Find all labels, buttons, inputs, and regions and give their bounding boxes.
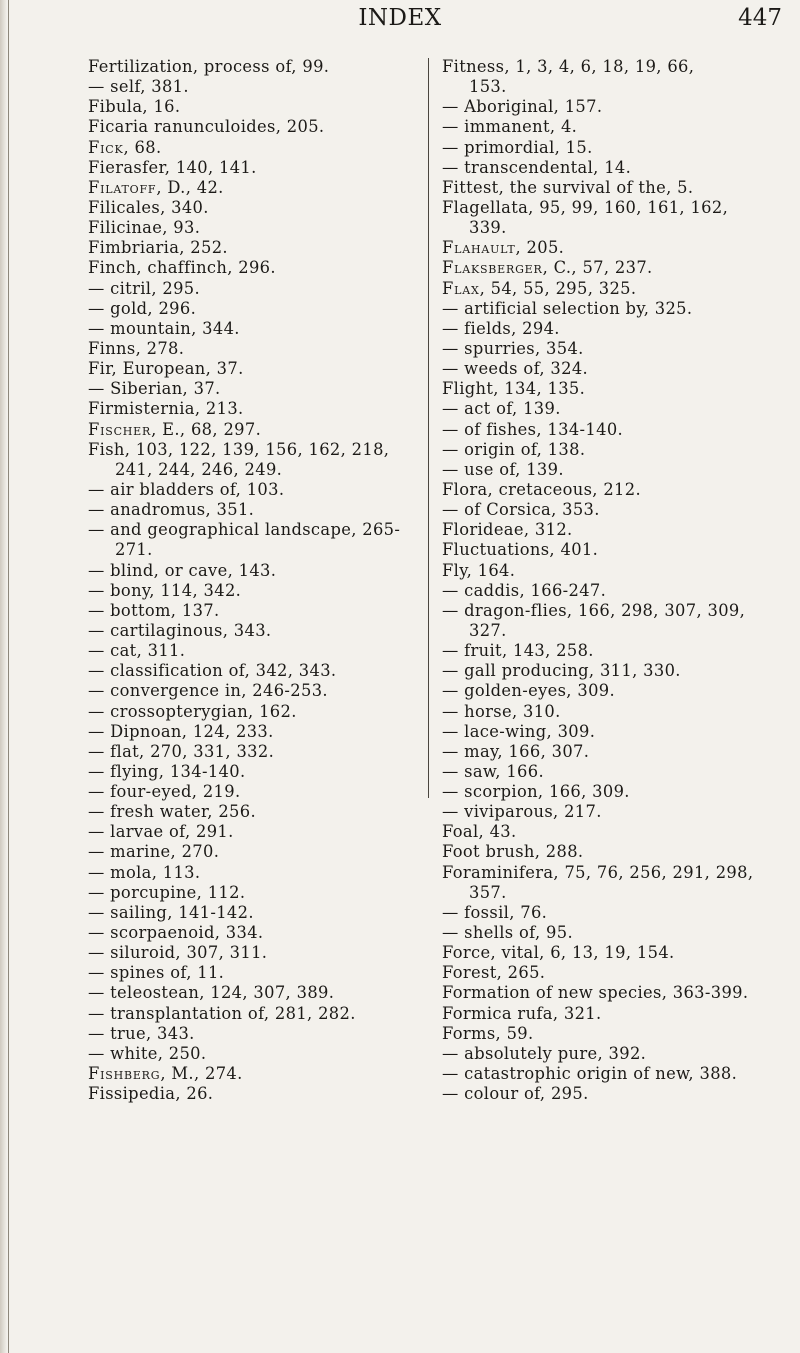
index-entry: — transcendental, 14. (442, 157, 632, 177)
index-entry: — saw, 166. (442, 761, 544, 781)
index-entry: — flat, 270, 331, 332. (88, 741, 275, 761)
index-entry: — mola, 113. (88, 862, 201, 882)
index-entry: Fibula, 16. (88, 97, 181, 117)
index-entry-author: Fick (88, 137, 124, 157)
index-entry: — lace-wing, 309. (442, 721, 596, 741)
index-entry: Foal, 43. (442, 822, 517, 842)
index-entry: — immanent, 4. (442, 117, 578, 137)
index-entry: — gall producing, 311, 330. (442, 661, 681, 681)
index-entry (88, 420, 418, 440)
index-entry: — origin of, 138. (442, 439, 586, 459)
index-entry: — flying, 134-140. (88, 761, 246, 781)
index-entry: Forest, 265. (442, 963, 546, 983)
index-entry-pages: , C., 57, 237. (542, 258, 653, 278)
index-entry: — Siberian, 37. (88, 379, 221, 399)
index-entry: Finns, 278. (88, 338, 185, 358)
index-entry: — crossopterygian, 162. (88, 701, 297, 721)
index-entry: — fields, 294. (442, 318, 560, 338)
index-entry: — true, 343. (88, 1023, 195, 1043)
index-entry (88, 138, 418, 158)
index-column-right (442, 57, 782, 1104)
index-entry: — bony, 114, 342. (88, 580, 242, 600)
index-entry: Fittest, the survival of the, 5. (442, 177, 694, 197)
column-divider (428, 58, 429, 798)
page-gutter-shadow (0, 0, 7, 1353)
index-entry: — porcupine, 112. (88, 882, 246, 902)
index-entry: — dragon-flies, 166, 298, 307, 309, (442, 600, 746, 620)
index-entry: — absolutely pure, 392. (442, 1043, 647, 1063)
index-entry: Foraminifera, 75, 76, 256, 291, 298, (442, 862, 754, 882)
index-entry: — gold, 296. (88, 298, 197, 318)
index-entry: — caddis, 166-247. (442, 580, 607, 600)
index-entry-author: Fishberg (88, 1064, 161, 1084)
index-entry: — spurries, 354. (442, 338, 584, 358)
index-entry: — transplantation of, 281, 282. (88, 1003, 356, 1023)
index-entry: — shells of, 95. (442, 923, 573, 943)
index-entry: — larvae of, 291. (88, 822, 234, 842)
index-entry: — spines of, 11. (88, 963, 225, 983)
index-entry: Flight, 134, 135. (442, 379, 586, 399)
index-entry: Filicales, 340. (88, 197, 209, 217)
index-entry-pages: , 68. (123, 137, 162, 157)
index-entry (442, 279, 782, 299)
index-entry: — golden-eyes, 309. (442, 681, 616, 701)
index-entry: — cat, 311. (88, 641, 186, 661)
index-entry: — convergence in, 246-253. (88, 681, 328, 701)
index-entry (442, 258, 782, 278)
index-entry-continuation: 241, 244, 246, 249. (115, 459, 283, 479)
index-entry: Finch, chaffinch, 296. (88, 258, 276, 278)
index-entry: Fir, European, 37. (88, 359, 244, 379)
index-entry (88, 178, 418, 198)
index-entry-author: Fischer (88, 419, 152, 439)
index-entry: — sailing, 141-142. (88, 902, 254, 922)
index-entry: — horse, 310. (442, 701, 561, 721)
index-entry: — may, 166, 307. (442, 741, 590, 761)
index-entry: Fish, 103, 122, 139, 156, 162, 218, (88, 439, 390, 459)
index-entry-continuation: 327. (469, 620, 507, 640)
index-entry: — weeds of, 324. (442, 359, 589, 379)
index-entry: Firmisternia, 213. (88, 399, 244, 419)
index-entry: — viviparous, 217. (442, 802, 602, 822)
index-entry-author: Flax (442, 278, 480, 298)
index-entry: — self, 381. (88, 77, 189, 97)
index-entry-continuation: 357. (469, 882, 507, 902)
index-entry: — fossil, 76. (442, 902, 548, 922)
index-entry: — primordial, 15. (442, 137, 593, 157)
index-entry-pages: , 54, 55, 295, 325. (479, 278, 637, 298)
index-entry-continuation: 339. (469, 218, 507, 238)
index-entry: Flora, cretaceous, 212. (442, 479, 641, 499)
index-entry-pages: , 205. (515, 238, 565, 258)
index-entry: Foot brush, 288. (442, 842, 584, 862)
index-entry: — Dipnoan, 124, 233. (88, 721, 274, 741)
running-head-title: INDEX (358, 5, 442, 31)
index-entry: — Aboriginal, 157. (442, 97, 603, 117)
index-entry: — colour of, 295. (442, 1084, 589, 1104)
index-entry: — citril, 295. (88, 278, 201, 298)
index-entry: — fresh water, 256. (88, 802, 256, 822)
index-entry: — siluroid, 307, 311. (88, 943, 268, 963)
index-entry: — and geographical landscape, 265- (88, 520, 401, 540)
index-entry (88, 1064, 418, 1084)
index-entry: Filicinae, 93. (88, 218, 201, 238)
index-entry: — artificial selection by, 325. (442, 298, 693, 318)
index-entry-pages: , D., 42. (156, 177, 224, 197)
page-edge-line (8, 0, 9, 1353)
index-entry: Fissipedia, 26. (88, 1084, 214, 1104)
index-entry: Fertilization, process of, 99. (88, 57, 330, 76)
index-entry-pages: , M., 274. (160, 1064, 243, 1084)
index-entry: Fitness, 1, 3, 4, 6, 18, 19, 66, (442, 57, 695, 76)
index-entry-continuation: 271. (115, 540, 153, 560)
index-entry: Flagellata, 95, 99, 160, 161, 162, (442, 197, 729, 217)
index-entry: Formica rufa, 321. (442, 1003, 602, 1023)
index-entry-author: Flaksberger (442, 258, 543, 278)
index-entry: — bottom, 137. (88, 600, 220, 620)
index-entry: — of Corsica, 353. (442, 500, 600, 520)
index-entry-pages: , E., 68, 297. (151, 419, 262, 439)
index-entry: — marine, 270. (88, 842, 220, 862)
index-entry: — white, 250. (88, 1043, 207, 1063)
page-number: 447 (738, 5, 782, 31)
index-entry: Forms, 59. (442, 1023, 534, 1043)
index-entry: — use of, 139. (442, 459, 564, 479)
index-entry-continuation: 153. (469, 77, 507, 97)
index-entry: — cartilaginous, 343. (88, 620, 272, 640)
index-entry (442, 238, 782, 258)
index-entry: — air bladders of, 103. (88, 479, 285, 499)
index-entry: — of fishes, 134-140. (442, 419, 624, 439)
index-entry: — four-eyed, 219. (88, 782, 241, 802)
index-entry: Fimbriaria, 252. (88, 238, 228, 258)
running-head (0, 5, 800, 37)
index-entry: — fruit, 143, 258. (442, 641, 594, 661)
index-entry: — scorpion, 166, 309. (442, 782, 630, 802)
index-entry: — teleostean, 124, 307, 389. (88, 983, 335, 1003)
index-entry: Fierasfer, 140, 141. (88, 157, 257, 177)
index-entry-author: Filatoff (88, 177, 157, 197)
index-entry: — blind, or cave, 143. (88, 560, 277, 580)
index-entry: Ficaria ranunculoides, 205. (88, 117, 325, 137)
index-entry: — mountain, 344. (88, 318, 240, 338)
index-entry: Fly, 164. (442, 560, 516, 580)
index-entry: — classification of, 342, 343. (88, 661, 337, 681)
index-entry: Fluctuations, 401. (442, 540, 599, 560)
index-entry: Force, vital, 6, 13, 19, 154. (442, 943, 675, 963)
index-entry-author: Flahault (442, 238, 516, 258)
index-entry: Formation of new species, 363-399. (442, 983, 749, 1003)
index-entry: — catastrophic origin of new, 388. (442, 1064, 738, 1084)
index-entry: — scorpaenoid, 334. (88, 923, 264, 943)
index-column-left (88, 57, 418, 1104)
index-entry: Florideae, 312. (442, 520, 573, 540)
index-entry: — anadromus, 351. (88, 500, 255, 520)
index-entry: — act of, 139. (442, 399, 561, 419)
